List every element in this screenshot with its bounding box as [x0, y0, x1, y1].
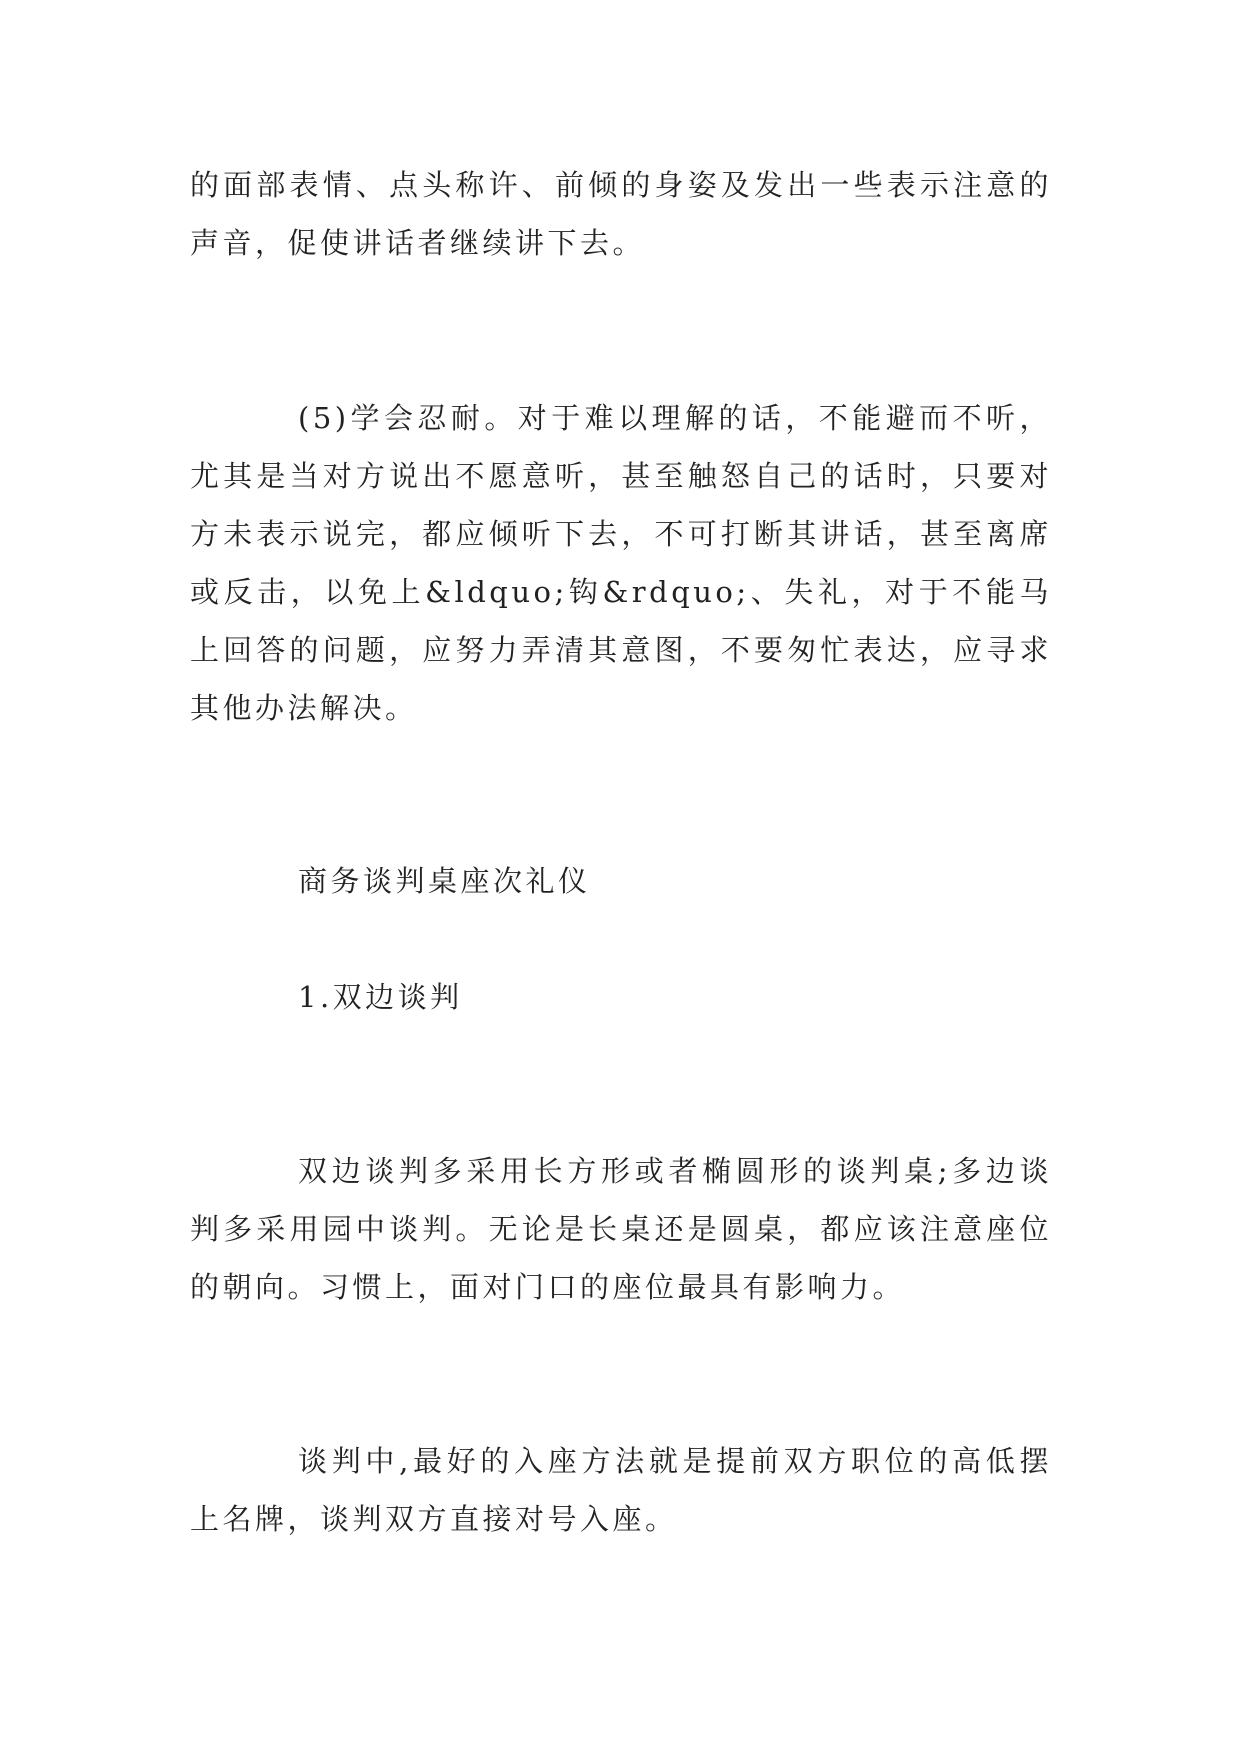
section-title: 商务谈判桌座次礼仪: [298, 864, 591, 898]
body-paragraph: 双边谈判多采用长方形或者椭圆形的谈判桌;多边谈判多采用园中谈判。无论是长桌还是圆桌，都应该注意座位的朝向。习惯上，面对门口的座位最具有影响力。: [190, 1154, 1052, 1304]
body-paragraph: 的面部表情、点头称许、前倾的身姿及发出一些表示注意的声音，促使讲话者继续讲下去。: [190, 168, 1052, 260]
body-paragraph: 谈判中,最好的入座方法就是提前双方职位的高低摆上名牌，谈判双方直接对号入座。: [190, 1444, 1052, 1536]
body-paragraph: (5)学会忍耐。对于难以理解的话，不能避而不听，尤其是当对方说出不愿意听，甚至触怒自己的话时，只要对方未表示说完，都应倾听下去，不可打断其讲话，甚至离席或反击，以免上&ldquo;钩&rdquo;、失礼，对于不能马上回答的问题，应努力弄清其意图，不要匆忙表达，应寻求其他办法解决。: [190, 401, 1052, 725]
subsection-title: 1.双边谈判: [298, 980, 463, 1014]
